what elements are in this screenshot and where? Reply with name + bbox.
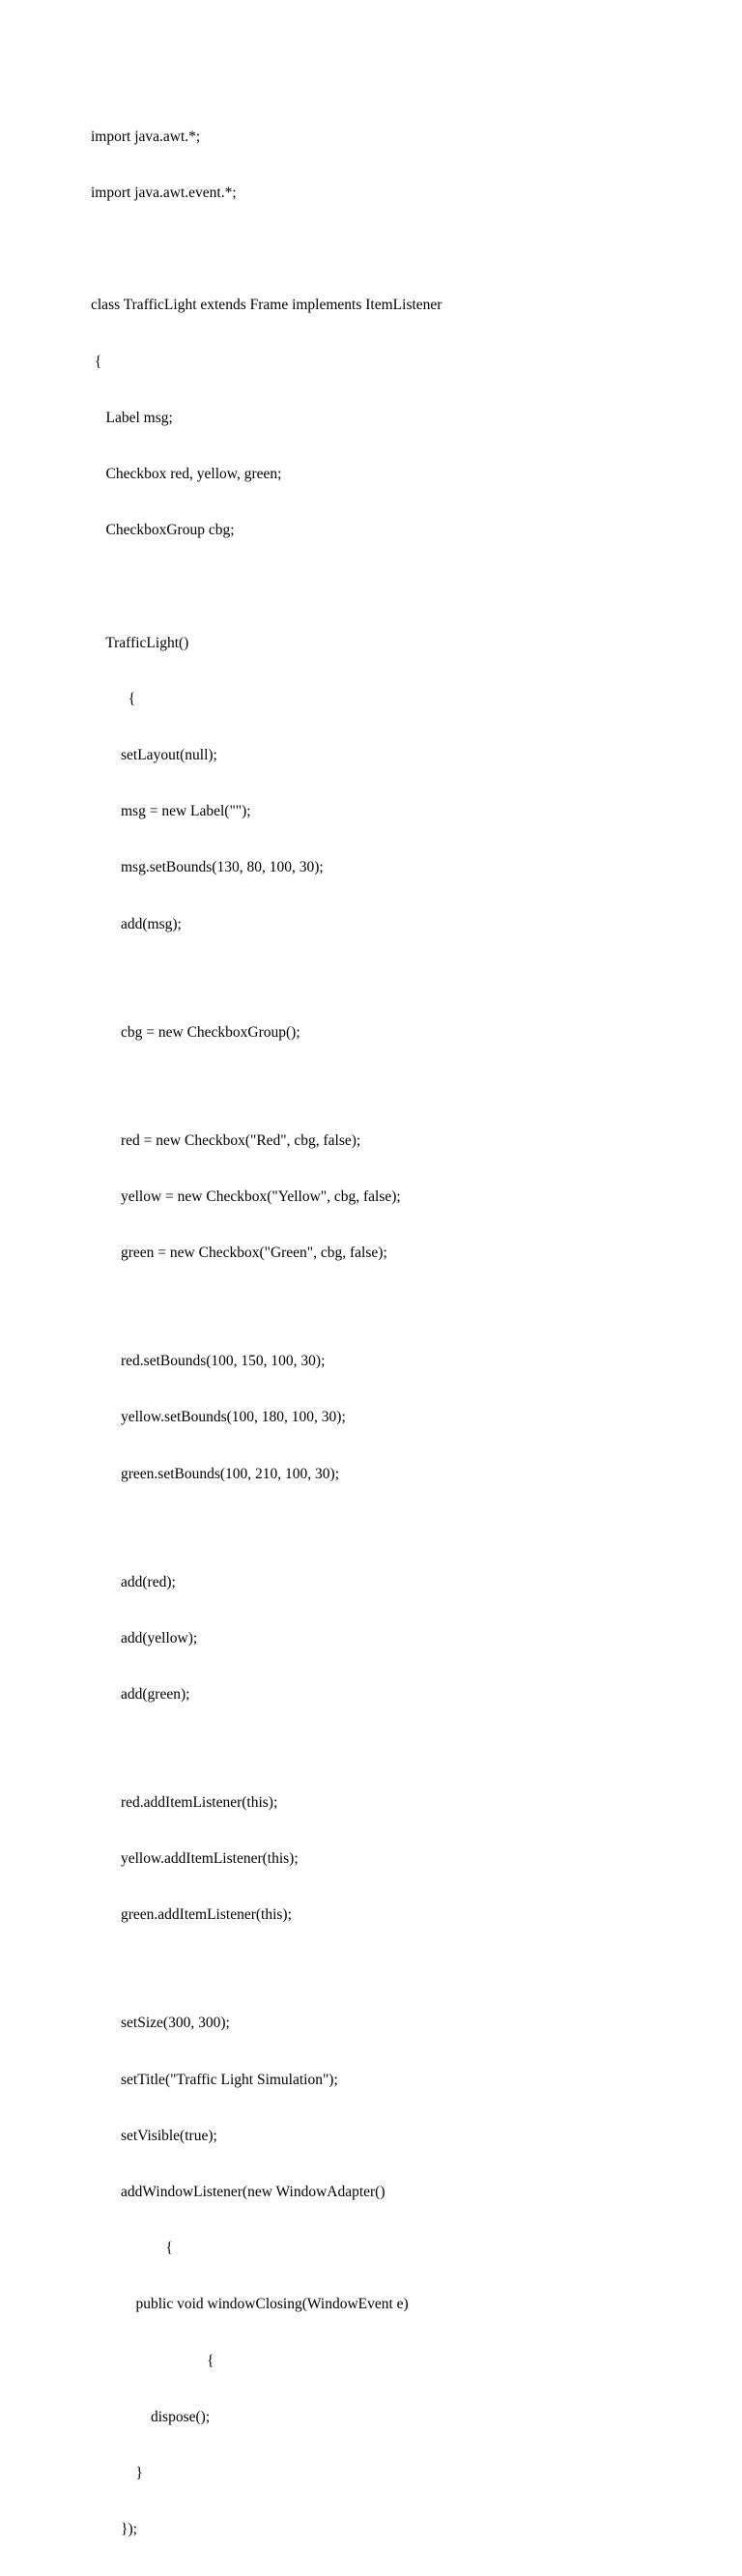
code-line: { <box>91 2240 173 2257</box>
code-line: public void windowClosing(WindowEvent e) <box>91 2296 409 2313</box>
code-line: Label msg; <box>91 409 173 426</box>
code-line: setLayout(null); <box>91 747 217 764</box>
code-line: import java.awt.*; <box>91 128 201 145</box>
code-line: TrafficLight() <box>91 634 189 651</box>
code-line: } <box>91 2465 143 2481</box>
code-line: yellow.setBounds(100, 180, 100, 30); <box>91 1409 346 1426</box>
code-line: add(green); <box>91 1685 190 1703</box>
blank-line <box>91 1300 442 1314</box>
code-line: green.addItemListener(this); <box>91 1906 292 1924</box>
blank-line <box>91 1962 442 1977</box>
code-line: cbg = new CheckboxGroup(); <box>91 1023 300 1041</box>
code-line: { <box>91 2352 214 2369</box>
code-line: dispose(); <box>91 2408 211 2425</box>
code-line: import java.awt.event.*; <box>91 185 237 202</box>
blank-line <box>91 1521 442 1535</box>
code-line: msg = new Label(""); <box>91 803 251 820</box>
code-line: red.addItemListener(this); <box>91 1793 278 1811</box>
code-line: msg.setBounds(130, 80, 100, 30); <box>91 859 324 876</box>
code-line: red = new Checkbox("Red", cbg, false); <box>91 1131 361 1149</box>
code-line: setTitle("Traffic Light Simulation"); <box>91 2071 338 2088</box>
code-line: yellow = new Checkbox("Yellow", cbg, false); <box>91 1188 401 1205</box>
code-block <box>91 90 442 2576</box>
code-line: { <box>91 690 136 707</box>
code-line: }); <box>91 2521 137 2538</box>
code-line: { <box>91 353 102 370</box>
blank-line <box>91 1741 442 1756</box>
code-line: yellow.addItemListener(this); <box>91 1850 299 1868</box>
code-line: red.setBounds(100, 150, 100, 30); <box>91 1353 326 1370</box>
blank-line <box>91 971 442 986</box>
code-line: class TrafficLight extends Frame implements ItemListener <box>91 297 442 314</box>
code-line: green.setBounds(100, 210, 100, 30); <box>91 1465 340 1482</box>
code-line: add(yellow); <box>91 1629 198 1646</box>
code-line: add(msg); <box>91 915 182 932</box>
code-line: addWindowListener(new WindowAdapter() <box>91 2183 385 2200</box>
code-line: setVisible(true); <box>91 2127 217 2144</box>
code-line: add(red); <box>91 1573 176 1590</box>
blank-line <box>91 1079 442 1094</box>
blank-line <box>91 577 442 595</box>
code-line: CheckboxGroup cbg; <box>91 522 235 539</box>
code-line: setSize(300, 300); <box>91 2015 230 2032</box>
code-line: Checkbox red, yellow, green; <box>91 466 282 483</box>
blank-line <box>91 240 442 258</box>
code-line: green = new Checkbox("Green", cbg, false); <box>91 1245 387 1262</box>
